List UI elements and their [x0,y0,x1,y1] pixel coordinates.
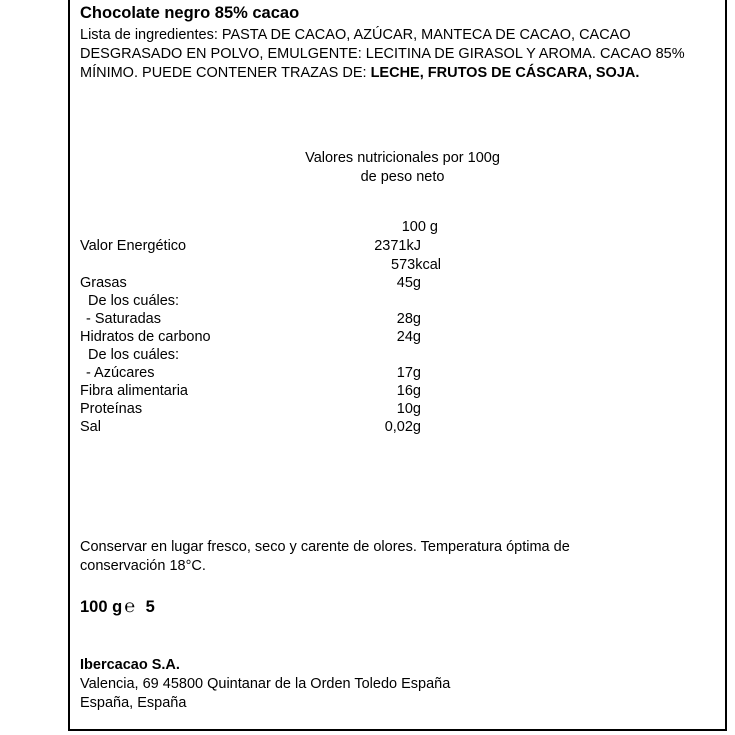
net-weight-count: 5 [145,598,155,616]
nutrition-label-fat: Grasas [80,275,127,291]
nutrition-value-energy-kj: 2371kJ [374,238,421,254]
storage-instructions: Conservar en lugar fresco, seco y carente de olores. Temperatura óptima de conservación 18°C. [80,539,570,574]
company-name: Ibercacao S.A. [80,657,180,673]
nutrition-label-fibre: Fibra alimentaria [80,383,188,399]
nutrition-label-energy: Valor Energético [80,238,187,254]
nutrition-label-of-which-1: De los cuáles: [88,293,180,309]
nutrition-value-fibre: 16g [396,383,421,399]
nutrition-label-sugars: - Azúcares [86,365,155,381]
nutrition-label-saturated: - Saturadas [86,311,161,327]
nutrition-label-of-which-2: De los cuáles: [88,347,180,363]
company-address-line1: Valencia, 69 45800 Quintanar de la Orden Toledo España [80,676,451,692]
net-weight-value: 100 g [80,598,123,616]
nutrition-value-sugars: 17g [396,365,421,381]
nutrition-value-energy-kcal: 573kcal [391,257,441,273]
nutrition-value-saturated: 28g [396,311,421,327]
nutrition-column-header: 100 g [401,219,438,235]
allergens-text: LECHE, FRUTOS DE CÁSCARA, SOJA. [370,65,640,81]
product-title: Chocolate negro 85% cacao [80,4,300,22]
estimated-sign-icon: ℮ [124,596,136,616]
nutrition-value-carbs: 24g [396,329,421,345]
nutrition-value-salt: 0,02g [384,419,421,435]
nutrition-value-protein: 10g [396,401,421,417]
nutrition-value-fat: 45g [396,275,421,291]
nutrition-label-protein: Proteínas [80,401,143,417]
ingredients-list [80,26,725,83]
nutrition-label-carbs: Hidratos de carbono [80,329,211,345]
ingredients-text: Lista de ingredientes: PASTA DE CACAO, AZÚCAR, MANTECA DE CACAO, CACAO DESGRASADO EN POLVO, EMULGENTE: LECITINA DE GIRASOL Y AROMA. CACAO 85% MÍNIMO. PUEDE CONTENER TRAZAS DE: [80,27,685,81]
net-weight [80,596,155,617]
company-address-line2: España, España [80,695,187,711]
nutrition-label-salt: Sal [80,419,101,435]
nutrition-heading: Valores nutricionales por 100g de peso neto [305,150,500,185]
